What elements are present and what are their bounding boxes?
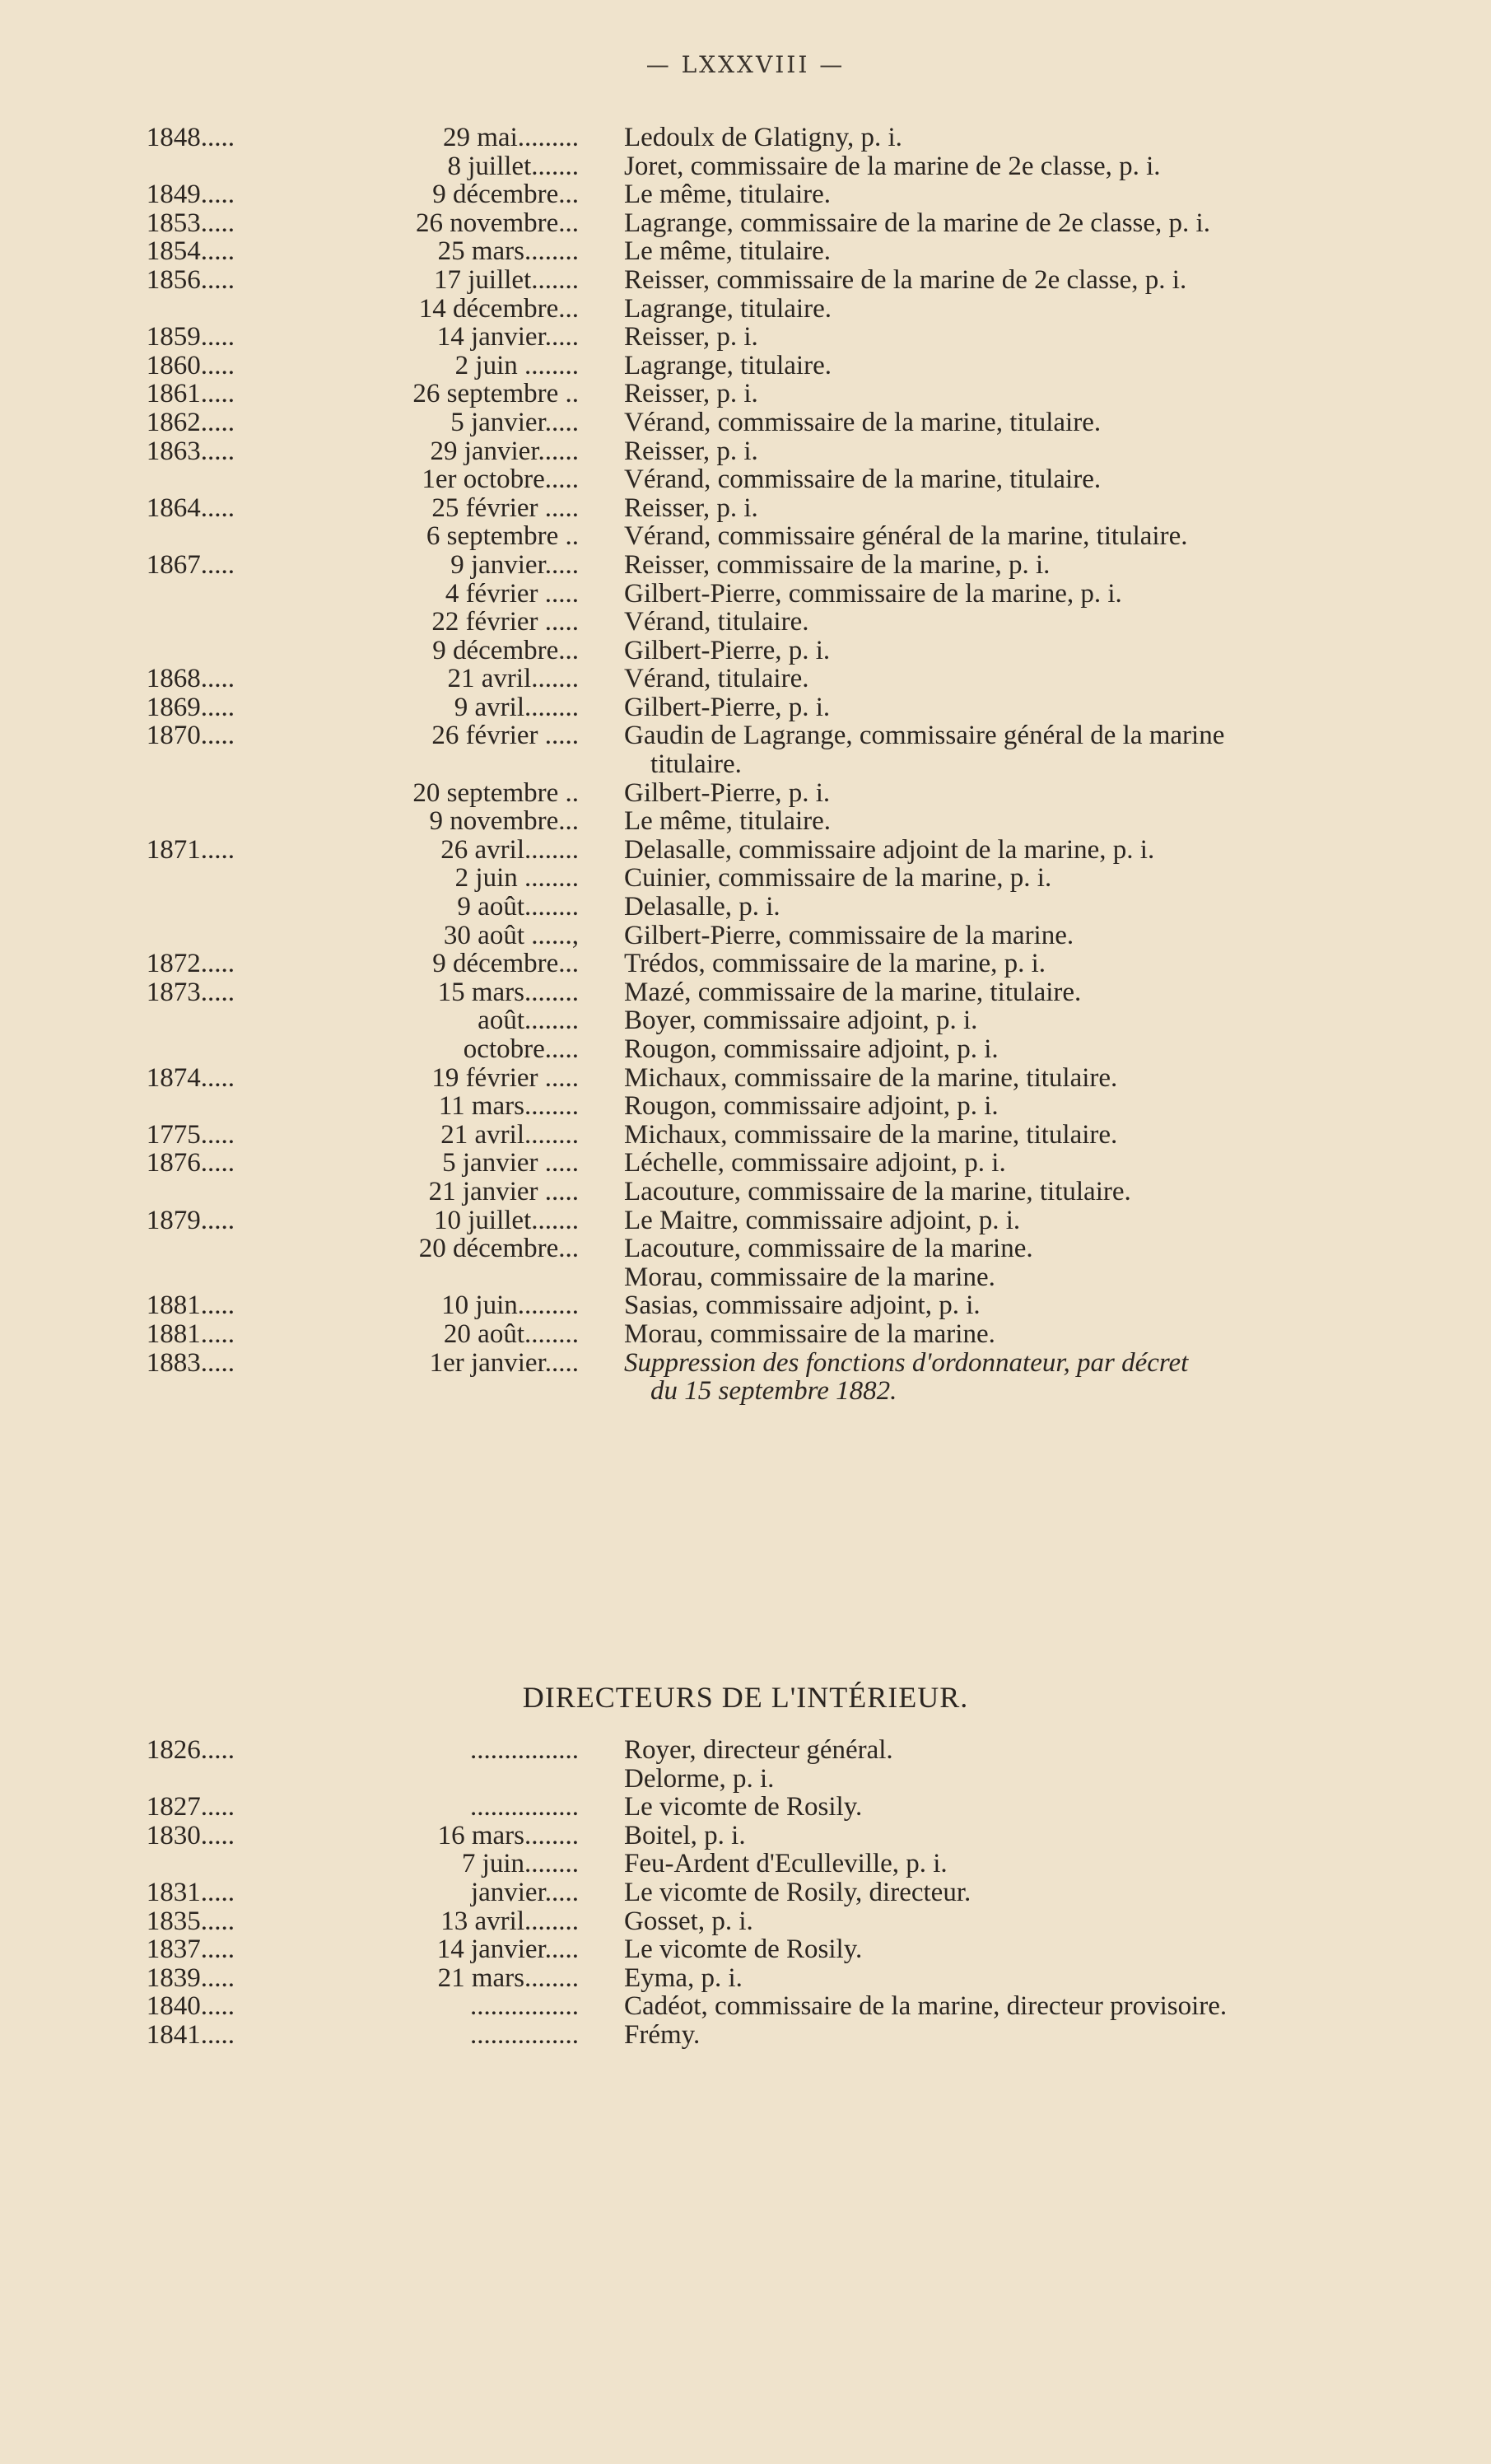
date-cell: 9 avril........ <box>454 692 579 722</box>
list-item <box>0 893 1491 922</box>
entry-cell: Suppression des fonctions d'ordonnateur, par décret <box>624 1347 1189 1378</box>
date-cell: 2 juin ........ <box>454 350 579 380</box>
list-item <box>0 750 1491 779</box>
entry-cell: Delasalle, commissaire adjoint de la marine, p. i. <box>624 834 1155 865</box>
list-item <box>0 1064 1491 1093</box>
entry-cell: Gilbert-Pierre, commissaire de la marine, p. i. <box>624 578 1122 609</box>
date-cell: 21 mars........ <box>437 1962 579 1993</box>
entry-cell: Le vicomte de Rosily. <box>624 1792 863 1822</box>
entry-cell: Joret, commissaire de la marine de 2e classe, p. i. <box>624 151 1161 181</box>
entry-cell: Vérand, titulaire. <box>624 607 809 637</box>
list-item <box>0 1178 1491 1206</box>
list-item <box>0 1850 1491 1878</box>
entry-cell: Gilbert-Pierre, p. i. <box>624 635 831 665</box>
list-item <box>0 1263 1491 1292</box>
entry-cell: Reisser, commissaire de la marine de 2e classe, p. i. <box>624 264 1187 295</box>
date-cell: 26 février ..... <box>431 721 579 751</box>
entry-cell: Le même, titulaire. <box>624 806 832 837</box>
entry-cell: Le même, titulaire. <box>624 236 832 267</box>
list-item <box>0 266 1491 295</box>
entry-cell: Reisser, p. i. <box>624 322 758 352</box>
entry-cell: Vérand, commissaire général de la marine, titulaire. <box>624 521 1188 552</box>
entry-cell: Ledoulx de Glatigny, p. i. <box>624 123 902 152</box>
year-cell: 1871..... <box>146 834 235 865</box>
list-item <box>0 551 1491 580</box>
list-item <box>0 978 1491 1007</box>
year-cell: 1864..... <box>146 492 235 523</box>
date-cell: 9 décembre... <box>432 949 579 979</box>
date-cell: ................ <box>470 1991 579 2022</box>
entry-cell: Le même, titulaire. <box>624 180 832 210</box>
entry-cell: Delorme, p. i. <box>624 1763 775 1794</box>
year-cell: 1867..... <box>146 549 235 580</box>
date-cell: ................ <box>470 2019 579 2050</box>
date-cell: 17 juillet....... <box>434 264 579 295</box>
year-cell: 1876..... <box>146 1148 235 1178</box>
date-cell: 20 décembre... <box>418 1234 579 1264</box>
entry-cell: Vérand, titulaire. <box>624 664 809 694</box>
date-cell: ................ <box>470 1792 579 1822</box>
date-cell: 21 janvier ..... <box>428 1176 579 1206</box>
date-cell: 25 février ..... <box>431 492 579 523</box>
year-cell: 1879..... <box>146 1205 235 1235</box>
year-cell: 1775..... <box>146 1119 235 1150</box>
date-cell: 21 avril....... <box>447 664 579 694</box>
date-cell: 5 janvier ..... <box>442 1148 579 1178</box>
year-cell: 1873..... <box>146 977 235 1007</box>
entry-cell: Feu-Ardent d'Eculleville, p. i. <box>624 1849 948 1879</box>
list-item <box>0 608 1491 637</box>
year-cell: 1849..... <box>146 180 235 210</box>
list-item <box>0 721 1491 750</box>
date-cell: 19 février ..... <box>431 1062 579 1093</box>
list-item <box>0 1234 1491 1263</box>
entry-cell: Lacouture, commissaire de la marine. <box>624 1234 1033 1264</box>
list-item <box>0 950 1491 978</box>
entry-cell: Morau, commissaire de la marine. <box>624 1318 995 1349</box>
entry-cell: Gilbert-Pierre, commissaire de la marine. <box>624 920 1074 950</box>
date-cell: octobre..... <box>463 1034 579 1064</box>
year-cell: 1860..... <box>146 350 235 380</box>
entry-cell: Reisser, p. i. <box>624 436 758 466</box>
list-item <box>0 494 1491 523</box>
year-cell: 1861..... <box>146 379 235 409</box>
list-item <box>0 465 1491 494</box>
page-header: — LXXXVIII — <box>645 51 846 78</box>
date-cell: 4 février ..... <box>445 578 579 609</box>
list-item <box>0 1035 1491 1064</box>
entry-cell: Le vicomte de Rosily. <box>624 1934 863 1965</box>
date-cell: 25 mars........ <box>437 236 579 267</box>
year-cell: 1868..... <box>146 664 235 694</box>
entry-cell: Reisser, p. i. <box>624 379 758 409</box>
entry-cell: Reisser, commissaire de la marine, p. i. <box>624 549 1051 580</box>
date-cell: 14 janvier..... <box>436 322 579 352</box>
list-item <box>0 1964 1491 1993</box>
entry-cell: du 15 septembre 1882. <box>650 1376 897 1407</box>
list-item <box>0 152 1491 181</box>
year-cell: 1827..... <box>146 1792 235 1822</box>
year-cell: 1837..... <box>146 1934 235 1965</box>
date-cell: ................ <box>470 1735 579 1765</box>
year-cell: 1826..... <box>146 1735 235 1765</box>
date-cell: 2 juin ........ <box>454 863 579 894</box>
entry-cell: Michaux, commissaire de la marine, titulaire. <box>624 1062 1118 1093</box>
entry-cell: Lacouture, commissaire de la marine, titulaire. <box>624 1176 1131 1206</box>
date-cell: 29 mai......... <box>443 123 579 152</box>
list-item <box>0 1878 1491 1907</box>
date-cell: 21 avril........ <box>440 1119 579 1150</box>
year-cell: 1840..... <box>146 1991 235 2022</box>
list-item <box>0 1992 1491 2021</box>
list-item <box>0 1206 1491 1235</box>
entry-cell: Sasias, commissaire adjoint, p. i. <box>624 1290 981 1321</box>
date-cell: 8 juillet....... <box>447 151 579 181</box>
year-cell: 1874..... <box>146 1062 235 1093</box>
list-item <box>0 665 1491 693</box>
entry-cell: Boyer, commissaire adjoint, p. i. <box>624 1006 978 1036</box>
entry-cell: Léchelle, commissaire adjoint, p. i. <box>624 1148 1006 1178</box>
list-item <box>0 779 1491 808</box>
list-item <box>0 124 1491 152</box>
date-cell: 10 juin......... <box>441 1290 579 1321</box>
entry-cell: Morau, commissaire de la marine. <box>624 1262 995 1292</box>
year-cell: 1881..... <box>146 1318 235 1349</box>
year-cell: 1853..... <box>146 208 235 238</box>
list-item <box>0 1092 1491 1121</box>
entry-cell: Lagrange, commissaire de la marine de 2e classe, p. i. <box>624 208 1210 238</box>
entry-cell: Eyma, p. i. <box>624 1962 743 1993</box>
list-item <box>0 437 1491 466</box>
date-cell: 1er janvier..... <box>429 1347 579 1378</box>
date-cell: janvier..... <box>470 1877 579 1907</box>
year-cell: 1869..... <box>146 692 235 722</box>
list-item <box>0 323 1491 352</box>
year-cell: 1848..... <box>146 123 235 152</box>
year-cell: 1831..... <box>146 1877 235 1907</box>
list-item <box>0 807 1491 836</box>
date-cell: 9 décembre... <box>432 180 579 210</box>
date-cell: 14 décembre... <box>418 293 579 324</box>
section-title: DIRECTEURS DE L'INTÉRIEUR. <box>522 1681 969 1714</box>
list-item <box>0 1935 1491 1964</box>
date-cell: 15 mars........ <box>437 977 579 1007</box>
date-cell: 29 janvier...... <box>430 436 579 466</box>
year-cell: 1856..... <box>146 264 235 295</box>
date-cell: 9 novembre... <box>429 806 579 837</box>
entry-cell: titulaire. <box>650 749 742 780</box>
entry-cell: Cuinier, commissaire de la marine, p. i. <box>624 863 1052 894</box>
list-item <box>0 580 1491 609</box>
year-cell: 1830..... <box>146 1820 235 1850</box>
list-item <box>0 1349 1491 1378</box>
list-item <box>0 864 1491 893</box>
entry-cell: Gosset, p. i. <box>624 1906 753 1936</box>
year-cell: 1872..... <box>146 949 235 979</box>
list-item <box>0 922 1491 950</box>
date-cell: 16 mars........ <box>437 1820 579 1850</box>
entry-cell: Gilbert-Pierre, p. i. <box>624 692 831 722</box>
entry-cell: Le Maitre, commissaire adjoint, p. i. <box>624 1205 1021 1235</box>
list-item <box>0 295 1491 324</box>
list-item <box>0 1907 1491 1936</box>
date-cell: 9 janvier..... <box>450 549 579 580</box>
list-item <box>0 1822 1491 1850</box>
list-item <box>0 522 1491 551</box>
entry-cell: Rougon, commissaire adjoint, p. i. <box>624 1091 999 1122</box>
entry-cell: Le vicomte de Rosily, directeur. <box>624 1877 971 1907</box>
list-item <box>0 1320 1491 1349</box>
entry-cell: Vérand, commissaire de la marine, titulaire. <box>624 464 1102 495</box>
date-cell: 26 septembre .. <box>412 379 579 409</box>
list-item <box>0 380 1491 408</box>
year-cell: 1841..... <box>146 2019 235 2050</box>
date-cell: 13 avril........ <box>440 1906 579 1936</box>
entry-cell: Lagrange, titulaire. <box>624 350 832 380</box>
list-item <box>0 2021 1491 2050</box>
list-item <box>0 1793 1491 1822</box>
list-item <box>0 352 1491 380</box>
date-cell: 20 septembre .. <box>412 777 579 808</box>
directeurs-list <box>0 1736 1491 2050</box>
entry-cell: Reisser, p. i. <box>624 492 758 523</box>
date-cell: 9 août........ <box>457 892 579 922</box>
list-item <box>0 693 1491 722</box>
entry-cell: Boitel, p. i. <box>624 1820 746 1850</box>
year-cell: 1870..... <box>146 721 235 751</box>
year-cell: 1854..... <box>146 236 235 267</box>
date-cell: 30 août ......, <box>443 920 579 950</box>
year-cell: 1862..... <box>146 407 235 437</box>
list-item <box>0 1291 1491 1320</box>
year-cell: 1835..... <box>146 1906 235 1936</box>
date-cell: 9 décembre... <box>432 635 579 665</box>
entry-cell: Cadéot, commissaire de la marine, directeur provisoire. <box>624 1991 1228 2022</box>
date-cell: 1er octobre..... <box>422 464 579 495</box>
date-cell: 7 juin........ <box>461 1849 579 1879</box>
list-item <box>0 1377 1491 1406</box>
list-item <box>0 637 1491 665</box>
date-cell: août........ <box>478 1006 579 1036</box>
entry-cell: Trédos, commissaire de la marine, p. i. <box>624 949 1046 979</box>
list-item <box>0 1736 1491 1765</box>
list-item <box>0 1765 1491 1794</box>
date-cell: 5 janvier..... <box>450 407 579 437</box>
list-item <box>0 237 1491 266</box>
year-cell: 1881..... <box>146 1290 235 1321</box>
date-cell: 20 août........ <box>443 1318 579 1349</box>
entry-cell: Lagrange, titulaire. <box>624 293 832 324</box>
date-cell: 11 mars........ <box>438 1091 579 1122</box>
list-item <box>0 1006 1491 1035</box>
year-cell: 1839..... <box>146 1962 235 1993</box>
list-item <box>0 408 1491 437</box>
date-cell: 26 avril........ <box>440 834 579 865</box>
entry-cell: Vérand, commissaire de la marine, titulaire. <box>624 407 1102 437</box>
year-cell: 1863..... <box>146 436 235 466</box>
entry-cell: Delasalle, p. i. <box>624 892 780 922</box>
date-cell: 6 septembre .. <box>426 521 579 552</box>
list-item <box>0 1149 1491 1178</box>
entry-cell: Michaux, commissaire de la marine, titulaire. <box>624 1119 1118 1150</box>
list-item <box>0 209 1491 238</box>
entry-cell: Rougon, commissaire adjoint, p. i. <box>624 1034 999 1064</box>
date-cell: 14 janvier..... <box>436 1934 579 1965</box>
entry-cell: Gilbert-Pierre, p. i. <box>624 777 831 808</box>
list-item <box>0 836 1491 865</box>
year-cell: 1883..... <box>146 1347 235 1378</box>
entry-cell: Royer, directeur général. <box>624 1735 893 1765</box>
list-item <box>0 1121 1491 1150</box>
year-cell: 1859..... <box>146 322 235 352</box>
entry-cell: Mazé, commissaire de la marine, titulaire. <box>624 977 1082 1007</box>
entry-cell: Frémy. <box>624 2019 701 2050</box>
date-cell: 26 novembre... <box>416 208 579 238</box>
entry-cell: Gaudin de Lagrange, commissaire général de la marine <box>624 721 1225 751</box>
list-item <box>0 180 1491 209</box>
date-cell: 22 février ..... <box>431 607 579 637</box>
date-cell: 10 juillet....... <box>434 1205 579 1235</box>
ordonnateurs-list <box>0 124 1491 1406</box>
